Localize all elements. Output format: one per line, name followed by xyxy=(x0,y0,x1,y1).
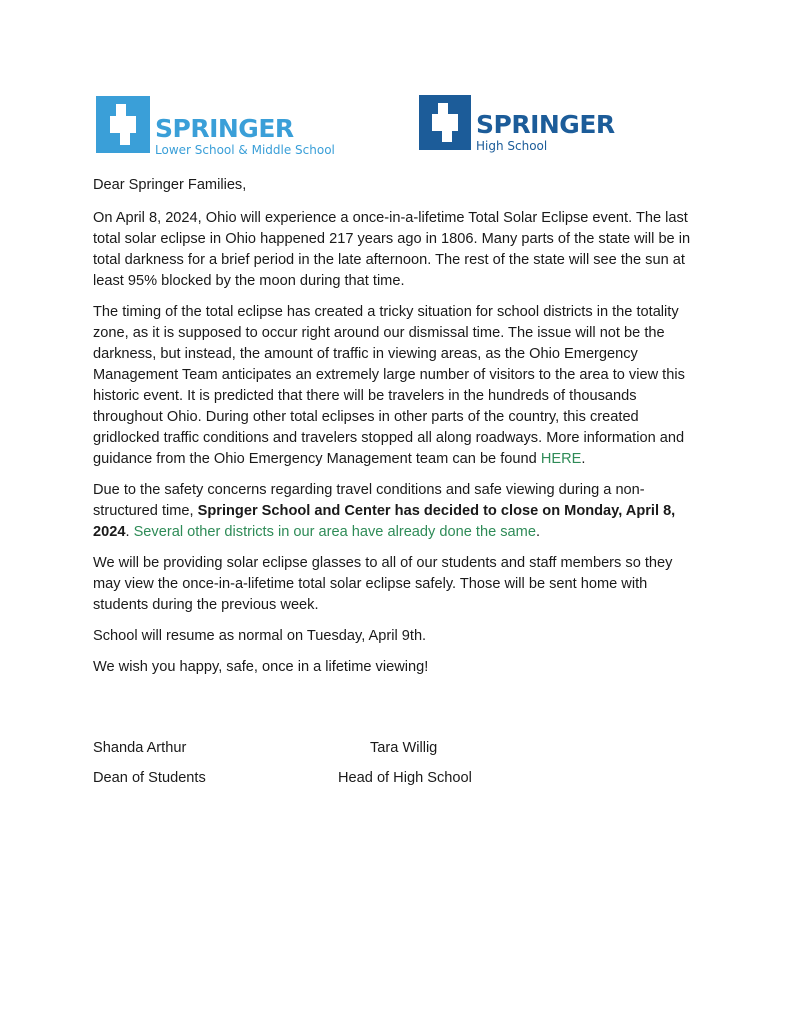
paragraph-closure xyxy=(93,480,703,543)
here-link[interactable]: HERE xyxy=(540,451,582,467)
paragraph-glasses: We will be providing solar eclipse glasses to all of our students and staff members so they may view the once-in-a-lifetime total solar eclipse safely. Those will be sent home with students during the previous week. xyxy=(93,555,673,613)
logo-lower-name: SPRINGER xyxy=(155,114,294,143)
signature-left-title: Dean of Students xyxy=(93,770,206,786)
logo-high-name: SPRINGER xyxy=(476,110,615,139)
separator: . xyxy=(125,524,134,540)
paragraph-resume: School will resume as normal on Tuesday, April 9th. xyxy=(93,628,427,644)
paragraph-eclipse-intro: On April 8, 2024, Ohio will experience a once-in-a-lifetime Total Solar Eclipse event. The last total solar eclipse in Ohio happened 217 years ago in 1806. Many parts of the state will be in total darkness for a brief period in the late afternoon. The rest of the state will see the sun at least 95% blocked by the moon during that time. xyxy=(93,210,691,289)
other-districts-link[interactable]: Several other districts in our area have already done the same xyxy=(133,524,536,540)
signature-left-name: Shanda Arthur xyxy=(93,740,187,756)
logo-high-school xyxy=(419,95,615,152)
logo-lower-middle-school xyxy=(96,96,335,156)
signature-right-title: Head of High School xyxy=(338,770,472,786)
period: . xyxy=(581,451,586,467)
signature-right-name: Tara Willig xyxy=(370,740,438,756)
paragraph-traffic-concerns xyxy=(93,302,703,470)
paragraph-traffic-text: The timing of the total eclipse has created a tricky situation for school districts in the totality zone, as it is supposed to occur right around our dismissal time. The issue will not be the darkness, but instead, the amount of traffic in viewing areas, as the Ohio Emergency Management Team anticipates an extremely large number of visitors to the area to view this historic event. It is predicted that there will be travelers in the hundreds of thousands throughout Ohio. During other total eclipses in other parts of the country, this created gridlocked traffic conditions and travelers stopped all along roadways. More information and guidance from the Ohio Emergency Management team can be found xyxy=(93,304,685,467)
salutation: Dear Springer Families, xyxy=(93,177,247,193)
period: . xyxy=(535,524,541,540)
paragraph-closure-text: Due to the safety concerns regarding travel conditions and safe viewing during a non-structured time, xyxy=(93,482,645,519)
springer-s-icon xyxy=(419,95,471,150)
logo-high-subtitle: High School xyxy=(476,139,548,153)
letter-body xyxy=(93,175,703,688)
springer-s-icon xyxy=(96,96,150,153)
logo-lower-subtitle: Lower School & Middle School xyxy=(155,143,335,157)
paragraph-closing: We wish you happy, safe, once in a lifetime viewing! xyxy=(93,659,429,675)
closure-announcement: Springer School and Center has decided to close on Monday, April 8, 2024 xyxy=(93,503,676,540)
